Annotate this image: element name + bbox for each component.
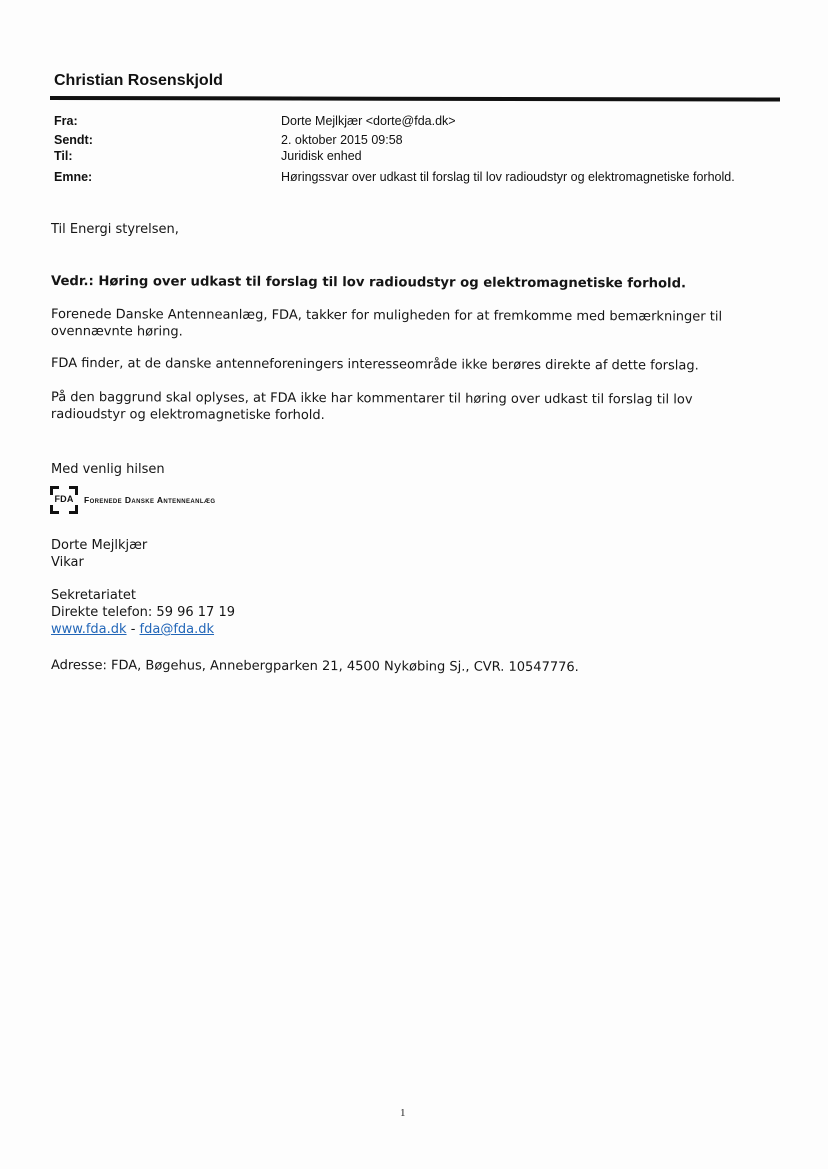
- email-header-block: [54, 113, 784, 183]
- fda-logo-mark-icon: [50, 486, 78, 514]
- paragraph-thanks-line-2: ovennævnte høring.: [50, 323, 183, 340]
- header-rule: [50, 96, 780, 102]
- subject-row: [54, 169, 784, 187]
- mailbox-owner-name: Christian Rosenskjold: [54, 72, 223, 89]
- signature-name-block: [51, 537, 786, 571]
- website-link[interactable]: www.fda.dk: [51, 622, 127, 637]
- fda-logo: [50, 486, 215, 514]
- paragraph-thanks-line-1: Forenede Danske Antenneanlæg, FDA, takker for muligheden for at fremkomme med bemærkninger til: [50, 307, 723, 325]
- signature-address: Adresse: FDA, Bøgehus, Annebergparken 21, 4500 Nykøbing Sj., CVR. 10547776.: [50, 658, 579, 676]
- subject-label: Emne:: [54, 169, 93, 184]
- signature-links: [51, 621, 786, 638]
- greeting: Til Energi styrelsen,: [51, 222, 179, 237]
- email-link[interactable]: fda@fda.dk: [139, 622, 215, 637]
- subject-value: Høringssvar over udkast til forslag til lov radioudstyr og elektromagnetiske forhold.: [281, 169, 735, 184]
- logo-organization-name: Forenede Danske Antenneanlæg: [84, 495, 216, 505]
- closing-salutation: Med venlig hilsen: [51, 462, 165, 477]
- signature-contact-block: [51, 587, 786, 621]
- logo-abbreviation: FDA: [54, 494, 74, 504]
- to-label: Til:: [54, 149, 73, 163]
- link-separator: -: [130, 622, 136, 637]
- to-value: Juridisk enhed: [281, 149, 362, 163]
- to-row: [54, 148, 784, 166]
- from-label: Fra:: [54, 114, 78, 128]
- paragraph-no-comments-line-1: På den baggrund skal oplyses, at FDA ikke har kommentarer til høring over udkast til forslag til lov: [50, 390, 693, 408]
- paragraph-no-comments-line-2: radioudstyr og elektromagnetiske forhold.: [50, 406, 325, 424]
- subject-heading: Vedr.: Høring over udkast til forslag til lov radioudstyr og elektromagnetiske forhold.: [50, 274, 687, 292]
- from-row: [54, 113, 784, 131]
- signature-title: Vikar: [51, 555, 84, 570]
- paragraph-thanks: [51, 306, 786, 343]
- sent-label: Sendt:: [54, 132, 93, 147]
- paragraph-no-comments: [51, 389, 786, 426]
- sent-row: [54, 132, 784, 150]
- from-value: Dorte Mejlkjær <dorte@fda.dk>: [281, 114, 456, 128]
- sent-value: 2. oktober 2015 09:58: [281, 132, 403, 147]
- signature-department: Sekretariatet: [51, 588, 137, 603]
- signature-name: Dorte Mejlkjær: [51, 538, 148, 553]
- paragraph-finding: FDA finder, at de danske antenneforeningers interesseområde ikke berøres direkte af dette forslag.: [50, 356, 699, 374]
- page-number: 1: [400, 1107, 406, 1119]
- signature-phone: Direkte telefon: 59 96 17 19: [51, 605, 235, 620]
